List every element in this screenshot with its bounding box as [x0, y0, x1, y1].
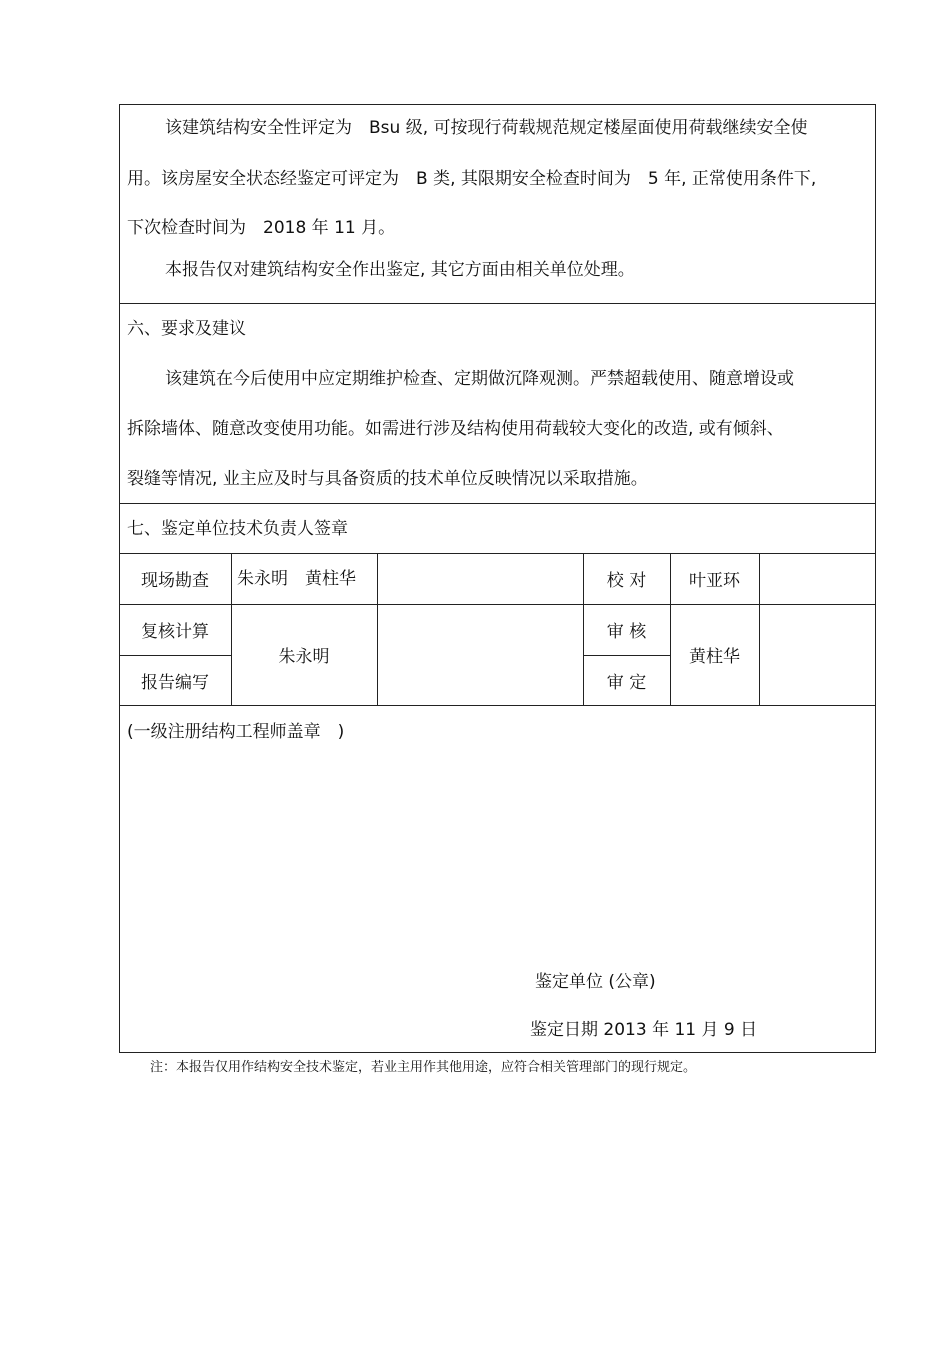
sign-label-recheck-calc: 复核计算	[141, 622, 209, 642]
sign-names-site-survey: 朱永明 黄柱华	[237, 569, 356, 589]
sign-name-review-approve: 黄柱华	[689, 647, 740, 667]
divider-section6-bottom	[119, 503, 876, 504]
sign-label-approve: 审 定	[606, 672, 647, 693]
divider-section5-bottom	[119, 303, 876, 304]
sign-label-site-survey: 现场勘查	[141, 571, 209, 591]
sign-label-review: 审 核	[606, 622, 647, 642]
divider-section7-heading-bottom	[119, 553, 876, 554]
appraisal-date: 鉴定日期 2013 年 11 月 9 日	[530, 1020, 758, 1040]
section-heading-signature: 七、鉴定单位技术负责人签章	[127, 519, 348, 539]
footnote: 注：本报告仅用作结构安全技术鉴定，若业主用作其他用途，应符合相关管理部门的现行规定。	[150, 1060, 697, 1075]
conclusion-line-1: 该建筑结构安全性评定为 Bsu 级, 可按现行荷载规范规定楼屋面使用荷载继续安全使	[165, 118, 808, 138]
sign-col-divider-2	[377, 553, 378, 705]
appraisal-unit-seal-label: 鉴定单位 (公章)	[535, 972, 656, 992]
conclusion-line-4: 本报告仅对建筑结构安全作出鉴定, 其它方面由相关单位处理。	[165, 260, 635, 280]
divider-sign-table-bottom	[119, 705, 876, 706]
sign-name-proofread: 叶亚环	[689, 571, 740, 591]
conclusion-line-3: 下次检查时间为 2018 年 11 月。	[127, 218, 396, 238]
requirements-line-2: 拆除墙体、随意改变使用功能。如需进行涉及结构使用荷载较大变化的改造, 或有倾斜、	[127, 419, 784, 439]
requirements-line-3: 裂缝等情况, 业主应及时与具备资质的技术单位反映情况以采取措施。	[127, 469, 648, 489]
report-table-frame	[119, 104, 876, 1053]
conclusion-line-2: 用。该房屋安全状态经鉴定可评定为 B 类, 其限期安全检查时间为 5 年, 正常使用条件下,	[127, 169, 817, 189]
sign-label-proofread: 校 对	[606, 571, 647, 591]
requirements-line-1: 该建筑在今后使用中应定期维护检查、定期做沉降观测。严禁超载使用、随意增设或	[165, 369, 794, 389]
section-heading-requirements: 六、要求及建议	[127, 319, 246, 339]
sign-col-divider-5	[759, 553, 760, 705]
sign-name-calc-writing: 朱永明	[278, 647, 330, 667]
engineer-seal-label: (一级注册结构工程师盖章 )	[127, 722, 345, 742]
sign-label-report-writing: 报告编写	[141, 672, 209, 693]
